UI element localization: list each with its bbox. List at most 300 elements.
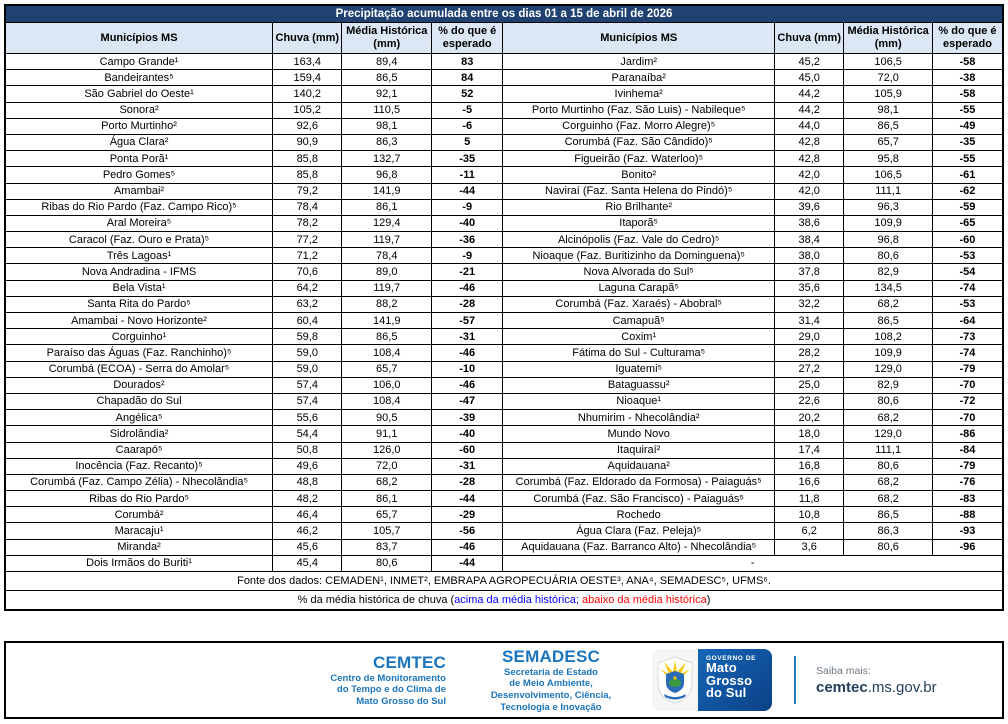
percent-cell: -58 <box>932 86 1003 102</box>
table-row <box>5 361 1003 377</box>
municipality-cell: Porto Murtinho² <box>5 118 273 134</box>
media-historica-cell: 98,1 <box>844 102 933 118</box>
cemtec-line: Mato Grosso do Sul <box>356 695 446 707</box>
percent-cell: -31 <box>432 329 503 345</box>
table-row <box>5 86 1003 102</box>
media-historica-cell: 108,4 <box>342 393 432 409</box>
data-source-row <box>5 572 1003 591</box>
percent-cell: -70 <box>932 377 1003 393</box>
legend-row <box>5 591 1003 611</box>
chuva-cell: 44,2 <box>775 102 844 118</box>
municipality-cell: Corumbá (ECOA) - Serra do Amolar⁵ <box>5 361 273 377</box>
media-historica-cell: 88,2 <box>342 296 432 312</box>
percent-cell: -29 <box>432 507 503 523</box>
chuva-cell: 60,4 <box>273 313 342 329</box>
table-row <box>5 296 1003 312</box>
media-historica-cell: 111,1 <box>844 183 933 199</box>
table-row <box>5 555 1003 571</box>
chuva-cell: 77,2 <box>273 232 342 248</box>
empty-row-dash: - <box>503 555 1003 571</box>
table-row <box>5 134 1003 150</box>
chuva-cell: 32,2 <box>775 296 844 312</box>
percent-cell: -47 <box>432 393 503 409</box>
municipality-cell: Mundo Novo <box>503 426 775 442</box>
chuva-cell: 45,2 <box>775 54 844 70</box>
institutional-footer <box>4 641 1004 719</box>
chuva-cell: 50,8 <box>273 442 342 458</box>
chuva-cell: 38,6 <box>775 215 844 231</box>
municipality-cell: Bela Vista¹ <box>5 280 273 296</box>
percent-cell: -55 <box>932 151 1003 167</box>
chuva-cell: 78,2 <box>273 215 342 231</box>
media-historica-cell: 86,3 <box>844 523 933 539</box>
chuva-cell: 38,0 <box>775 248 844 264</box>
percent-cell: -96 <box>932 539 1003 555</box>
media-historica-cell: 108,2 <box>844 329 933 345</box>
chuva-cell: 22,6 <box>775 393 844 409</box>
municipality-cell: Itaporã⁵ <box>503 215 775 231</box>
percent-cell: -49 <box>932 118 1003 134</box>
chuva-cell: 44,0 <box>775 118 844 134</box>
municipality-cell: Rochedo <box>503 507 775 523</box>
governo-ms-wordmark <box>698 649 772 711</box>
municipality-cell: Nioaque¹ <box>503 393 775 409</box>
chuva-cell: 42,8 <box>775 151 844 167</box>
percent-cell: -9 <box>432 248 503 264</box>
media-historica-cell: 134,5 <box>844 280 933 296</box>
media-historica-cell: 86,5 <box>342 70 432 86</box>
table-row <box>5 507 1003 523</box>
percent-cell: -54 <box>932 264 1003 280</box>
chuva-cell: 44,2 <box>775 86 844 102</box>
percent-cell: -40 <box>432 426 503 442</box>
percent-cell: -44 <box>432 183 503 199</box>
col-header-municipios-left: Municípios MS <box>5 23 273 54</box>
municipality-cell: Iguatemi⁵ <box>503 361 775 377</box>
col-header-municipios-right: Municípios MS <box>503 23 775 54</box>
percent-cell: -74 <box>932 345 1003 361</box>
municipality-cell: Laguna Carapã⁵ <box>503 280 775 296</box>
chuva-cell: 42,0 <box>775 183 844 199</box>
municipality-cell: Aquidauana² <box>503 458 775 474</box>
chuva-cell: 18,0 <box>775 426 844 442</box>
table-row <box>5 151 1003 167</box>
semadesc-line: Tecnologia e Inovação <box>500 701 602 713</box>
percent-cell: -88 <box>932 507 1003 523</box>
chuva-cell: 42,8 <box>775 134 844 150</box>
municipality-cell: Porto Murtinho (Faz. São Luis) - Nabileque⁵ <box>503 102 775 118</box>
media-historica-cell: 68,2 <box>844 491 933 507</box>
municipality-cell: Santa Rita do Pardo⁵ <box>5 296 273 312</box>
percent-cell: -62 <box>932 183 1003 199</box>
percent-cell: -38 <box>932 70 1003 86</box>
media-historica-cell: 68,2 <box>844 410 933 426</box>
col-header-media-right: Média Histórica (mm) <box>844 23 933 54</box>
percent-cell: 5 <box>432 134 503 150</box>
gov-line: do Sul <box>706 685 747 701</box>
percent-cell: -28 <box>432 296 503 312</box>
chuva-cell: 55,6 <box>273 410 342 426</box>
media-historica-cell: 86,1 <box>342 199 432 215</box>
table-row <box>5 280 1003 296</box>
chuva-cell: 70,6 <box>273 264 342 280</box>
percent-cell: -44 <box>432 491 503 507</box>
media-historica-cell: 65,7 <box>342 361 432 377</box>
percent-cell: -65 <box>932 215 1003 231</box>
percent-cell: -35 <box>932 134 1003 150</box>
municipality-cell: Aral Moreira⁵ <box>5 215 273 231</box>
municipality-cell: Ribas do Rio Pardo⁵ <box>5 491 273 507</box>
chuva-cell: 46,2 <box>273 523 342 539</box>
media-historica-cell: 96,8 <box>342 167 432 183</box>
saiba-mais-block <box>816 665 937 696</box>
media-historica-cell: 86,1 <box>342 491 432 507</box>
municipality-cell: Corumbá² <box>5 507 273 523</box>
percent-cell: -57 <box>432 313 503 329</box>
table-row <box>5 442 1003 458</box>
media-historica-cell: 72,0 <box>844 70 933 86</box>
governo-de-label: GOVERNO DE <box>706 655 757 662</box>
cemtec-line: do Tempo e do Clima de <box>336 684 446 696</box>
table-row <box>5 313 1003 329</box>
municipality-cell: Bataguassu² <box>503 377 775 393</box>
table-header-row <box>5 23 1003 54</box>
media-historica-cell: 105,7 <box>342 523 432 539</box>
chuva-cell: 48,2 <box>273 491 342 507</box>
chuva-cell: 64,2 <box>273 280 342 296</box>
percent-cell: -60 <box>932 232 1003 248</box>
percent-cell: -60 <box>432 442 503 458</box>
chuva-cell: 71,2 <box>273 248 342 264</box>
table-row <box>5 539 1003 555</box>
col-header-chuva-right: Chuva (mm) <box>775 23 844 54</box>
municipality-cell: Maracaju¹ <box>5 523 273 539</box>
chuva-cell: 59,0 <box>273 361 342 377</box>
table-row <box>5 458 1003 474</box>
media-historica-cell: 129,0 <box>844 426 933 442</box>
percent-cell: -72 <box>932 393 1003 409</box>
percent-cell: -83 <box>932 491 1003 507</box>
media-historica-cell: 82,9 <box>844 377 933 393</box>
percent-cell: -70 <box>932 410 1003 426</box>
chuva-cell: 59,0 <box>273 345 342 361</box>
media-historica-cell: 106,0 <box>342 377 432 393</box>
table-row <box>5 199 1003 215</box>
cemtec-url-rest: .ms.gov.br <box>867 678 937 696</box>
municipality-cell: Água Clara (Faz. Peleja)⁵ <box>503 523 775 539</box>
percent-cell: -79 <box>932 458 1003 474</box>
table-row <box>5 491 1003 507</box>
table-row <box>5 523 1003 539</box>
percent-cell: -44 <box>432 555 503 571</box>
footer-divider <box>794 656 796 704</box>
chuva-cell: 92,6 <box>273 118 342 134</box>
chuva-cell: 45,6 <box>273 539 342 555</box>
municipality-cell: Caracol (Faz. Ouro e Prata)⁵ <box>5 232 273 248</box>
col-header-chuva-left: Chuva (mm) <box>273 23 342 54</box>
chuva-cell: 85,8 <box>273 151 342 167</box>
media-historica-cell: 109,9 <box>844 215 933 231</box>
percent-cell: 83 <box>432 54 503 70</box>
percent-cell: -21 <box>432 264 503 280</box>
media-historica-cell: 80,6 <box>844 539 933 555</box>
page-title: Precipitação acumulada entre os dias 01 a 15 de abril de 2026 <box>5 5 1003 23</box>
percent-cell: -58 <box>932 54 1003 70</box>
media-historica-cell: 126,0 <box>342 442 432 458</box>
data-source-text: Fonte dos dados: CEMADEN¹, INMET², EMBRAPA AGROPECUÁRIA OESTE³, ANA⁴, SEMADESC⁵, UFMS⁶. <box>5 572 1003 591</box>
percent-cell: -39 <box>432 410 503 426</box>
media-historica-cell: 109,9 <box>844 345 933 361</box>
table-row <box>5 54 1003 70</box>
municipality-cell: São Gabriel do Oeste¹ <box>5 86 273 102</box>
municipality-cell: Água Clara² <box>5 134 273 150</box>
media-historica-cell: 96,8 <box>844 232 933 248</box>
legend-suffix: ) <box>706 593 711 606</box>
chuva-cell: 105,2 <box>273 102 342 118</box>
chuva-cell: 90,9 <box>273 134 342 150</box>
municipality-cell: Miranda² <box>5 539 273 555</box>
media-historica-cell: 82,9 <box>844 264 933 280</box>
percent-cell: -73 <box>932 329 1003 345</box>
municipality-cell: Bonito² <box>503 167 775 183</box>
municipality-cell: Fátima do Sul - Culturama⁵ <box>503 345 775 361</box>
media-historica-cell: 141,9 <box>342 313 432 329</box>
legend-text <box>5 591 1003 611</box>
municipality-cell: Corumbá (Faz. Campo Zélia) - Nhecolândia⁵ <box>5 474 273 490</box>
municipality-cell: Naviraí (Faz. Santa Helena do Pindó)⁵ <box>503 183 775 199</box>
table-row <box>5 377 1003 393</box>
municipality-cell: Três Lagoas¹ <box>5 248 273 264</box>
percent-cell: -46 <box>432 539 503 555</box>
percent-cell: -53 <box>932 296 1003 312</box>
cemtec-block <box>258 653 446 708</box>
media-historica-cell: 129,0 <box>844 361 933 377</box>
media-historica-cell: 89,4 <box>342 54 432 70</box>
chuva-cell: 48,8 <box>273 474 342 490</box>
chuva-cell: 37,8 <box>775 264 844 280</box>
percent-cell: -36 <box>432 232 503 248</box>
municipality-cell: Coxim¹ <box>503 329 775 345</box>
media-historica-cell: 80,6 <box>844 248 933 264</box>
table-body <box>5 54 1003 572</box>
media-historica-cell: 86,5 <box>844 313 933 329</box>
municipality-cell: Chapadão do Sul <box>5 393 273 409</box>
percent-cell: 52 <box>432 86 503 102</box>
municipality-cell: Jardim² <box>503 54 775 70</box>
media-historica-cell: 119,7 <box>342 232 432 248</box>
percent-cell: -28 <box>432 474 503 490</box>
semadesc-line: Secretaria de Estado <box>504 666 598 678</box>
media-historica-cell: 90,5 <box>342 410 432 426</box>
percent-cell: -11 <box>432 167 503 183</box>
municipality-cell: Pedro Gomes⁵ <box>5 167 273 183</box>
gov-line: Grosso <box>706 672 753 688</box>
chuva-cell: 11,8 <box>775 491 844 507</box>
chuva-cell: 38,4 <box>775 232 844 248</box>
chuva-cell: 79,2 <box>273 183 342 199</box>
col-header-pct-right: % do que é esperado <box>932 23 1003 54</box>
col-header-media-left: Média Histórica (mm) <box>342 23 432 54</box>
municipality-cell: Corguinho¹ <box>5 329 273 345</box>
media-historica-cell: 72,0 <box>342 458 432 474</box>
table-title-row <box>5 5 1003 23</box>
municipality-cell: Campo Grande¹ <box>5 54 273 70</box>
percent-cell: -6 <box>432 118 503 134</box>
chuva-cell: 63,2 <box>273 296 342 312</box>
percent-cell: -46 <box>432 280 503 296</box>
semadesc-line: de Meio Ambiente, <box>509 678 593 690</box>
media-historica-cell: 106,5 <box>844 167 933 183</box>
municipality-cell: Figueirão (Faz. Waterloo)⁵ <box>503 151 775 167</box>
municipality-cell: Inocência (Faz. Recanto)⁵ <box>5 458 273 474</box>
municipality-cell: Nova Alvorada do Sul⁵ <box>503 264 775 280</box>
municipality-cell: Camapuã⁵ <box>503 313 775 329</box>
media-historica-cell: 65,7 <box>844 134 933 150</box>
media-historica-cell: 65,7 <box>342 507 432 523</box>
percent-cell: -93 <box>932 523 1003 539</box>
municipality-cell: Paranaíba² <box>503 70 775 86</box>
percent-cell: -9 <box>432 199 503 215</box>
municipality-cell: Corumbá (Faz. São Cândido)⁵ <box>503 134 775 150</box>
table-row <box>5 393 1003 409</box>
media-historica-cell: 80,6 <box>844 393 933 409</box>
semadesc-line: Desenvolvimento, Ciência, <box>490 690 612 701</box>
municipality-cell: Corumbá (Faz. Xaraés) - Abobral⁵ <box>503 296 775 312</box>
municipality-cell: Amambai - Novo Horizonte² <box>5 313 273 329</box>
media-historica-cell: 68,2 <box>342 474 432 490</box>
media-historica-cell: 86,5 <box>342 329 432 345</box>
chuva-cell: 85,8 <box>273 167 342 183</box>
chuva-cell: 35,6 <box>775 280 844 296</box>
chuva-cell: 42,0 <box>775 167 844 183</box>
table-row <box>5 248 1003 264</box>
col-header-pct-left: % do que é esperado <box>432 23 503 54</box>
percent-cell: -84 <box>932 442 1003 458</box>
table-row <box>5 345 1003 361</box>
municipality-cell: Ribas do Rio Pardo (Faz. Campo Rico)⁵ <box>5 199 273 215</box>
semadesc-block <box>472 647 630 713</box>
percent-cell: -74 <box>932 280 1003 296</box>
percent-cell: -10 <box>432 361 503 377</box>
chuva-cell: 16,6 <box>775 474 844 490</box>
chuva-cell: 45,0 <box>775 70 844 86</box>
percent-cell: -61 <box>932 167 1003 183</box>
percent-cell: -86 <box>932 426 1003 442</box>
media-historica-cell: 68,2 <box>844 296 933 312</box>
chuva-cell: 17,4 <box>775 442 844 458</box>
percent-cell: -31 <box>432 458 503 474</box>
percent-cell: -5 <box>432 102 503 118</box>
chuva-cell: 46,4 <box>273 507 342 523</box>
municipality-cell: Rio Brilhante² <box>503 199 775 215</box>
municipality-cell: Corguinho (Faz. Morro Alegre)⁵ <box>503 118 775 134</box>
percent-cell: -40 <box>432 215 503 231</box>
municipality-cell: Ponta Porã¹ <box>5 151 273 167</box>
chuva-cell: 16,8 <box>775 458 844 474</box>
table-row <box>5 215 1003 231</box>
percent-cell: 84 <box>432 70 503 86</box>
media-historica-cell: 86,5 <box>844 507 933 523</box>
percent-cell: -59 <box>932 199 1003 215</box>
media-historica-cell: 119,7 <box>342 280 432 296</box>
municipality-cell: Corumbá (Faz. Eldorado da Formosa) - Paiaguás⁵ <box>503 474 775 490</box>
municipality-cell: Nioaque (Faz. Buritizinho da Dominguena)⁵ <box>503 248 775 264</box>
municipality-cell: Nhumirim - Nhecolândia² <box>503 410 775 426</box>
gov-line: Mato <box>706 660 737 675</box>
municipality-cell: Itaquiraí² <box>503 442 775 458</box>
chuva-cell: 28,2 <box>775 345 844 361</box>
chuva-cell: 57,4 <box>273 393 342 409</box>
municipality-cell: Sonora² <box>5 102 273 118</box>
media-historica-cell: 83,7 <box>342 539 432 555</box>
saiba-mais-label: Saiba mais: <box>816 664 871 677</box>
percent-cell: -56 <box>432 523 503 539</box>
cemtec-line: Centro de Monitoramento <box>330 672 446 684</box>
media-historica-cell: 106,5 <box>844 54 933 70</box>
municipality-cell: Caarapó⁵ <box>5 442 273 458</box>
media-historica-cell: 68,2 <box>844 474 933 490</box>
table-row <box>5 118 1003 134</box>
cemtec-url-bold: cemtec <box>816 678 868 696</box>
legend-below-average: abaixo da média histórica <box>581 593 707 606</box>
municipality-cell: Amambai² <box>5 183 273 199</box>
table-row <box>5 232 1003 248</box>
media-historica-cell: 95,8 <box>844 151 933 167</box>
table-row <box>5 183 1003 199</box>
chuva-cell: 59,8 <box>273 329 342 345</box>
media-historica-cell: 108,4 <box>342 345 432 361</box>
ms-coat-of-arms-icon <box>652 649 698 711</box>
percent-cell: -35 <box>432 151 503 167</box>
percent-cell: -46 <box>432 377 503 393</box>
cemtec-logo: CEMTEC <box>373 652 446 672</box>
chuva-cell: 29,0 <box>775 329 844 345</box>
municipality-cell: Ivinhema² <box>503 86 775 102</box>
media-historica-cell: 110,5 <box>342 102 432 118</box>
cemtec-website-link[interactable] <box>816 679 937 696</box>
legend-above-average: acima da média histórica; <box>454 593 579 606</box>
table-row <box>5 474 1003 490</box>
table-row <box>5 264 1003 280</box>
media-historica-cell: 91,1 <box>342 426 432 442</box>
media-historica-cell: 132,7 <box>342 151 432 167</box>
legend-prefix: % da média histórica de chuva ( <box>297 593 455 606</box>
media-historica-cell: 80,6 <box>342 555 432 571</box>
chuva-cell: 159,4 <box>273 70 342 86</box>
percent-cell: -64 <box>932 313 1003 329</box>
municipality-cell: Aquidauana (Faz. Barranco Alto) - Nhecolândia⁵ <box>503 539 775 555</box>
media-historica-cell: 98,1 <box>342 118 432 134</box>
media-historica-cell: 105,9 <box>844 86 933 102</box>
table-row <box>5 426 1003 442</box>
table-row <box>5 410 1003 426</box>
municipality-cell: Angélica⁵ <box>5 410 273 426</box>
table-row <box>5 329 1003 345</box>
municipality-cell: Bandeirantes⁵ <box>5 70 273 86</box>
chuva-cell: 20,2 <box>775 410 844 426</box>
chuva-cell: 54,4 <box>273 426 342 442</box>
chuva-cell: 10,8 <box>775 507 844 523</box>
municipality-cell: Dourados² <box>5 377 273 393</box>
chuva-cell: 31,4 <box>775 313 844 329</box>
chuva-cell: 25,0 <box>775 377 844 393</box>
media-historica-cell: 89,0 <box>342 264 432 280</box>
percent-cell: -53 <box>932 248 1003 264</box>
governo-ms-logo <box>652 649 772 711</box>
chuva-cell: 6,2 <box>775 523 844 539</box>
media-historica-cell: 92,1 <box>342 86 432 102</box>
municipality-cell: Alcinópolis (Faz. Vale do Cedro)⁵ <box>503 232 775 248</box>
